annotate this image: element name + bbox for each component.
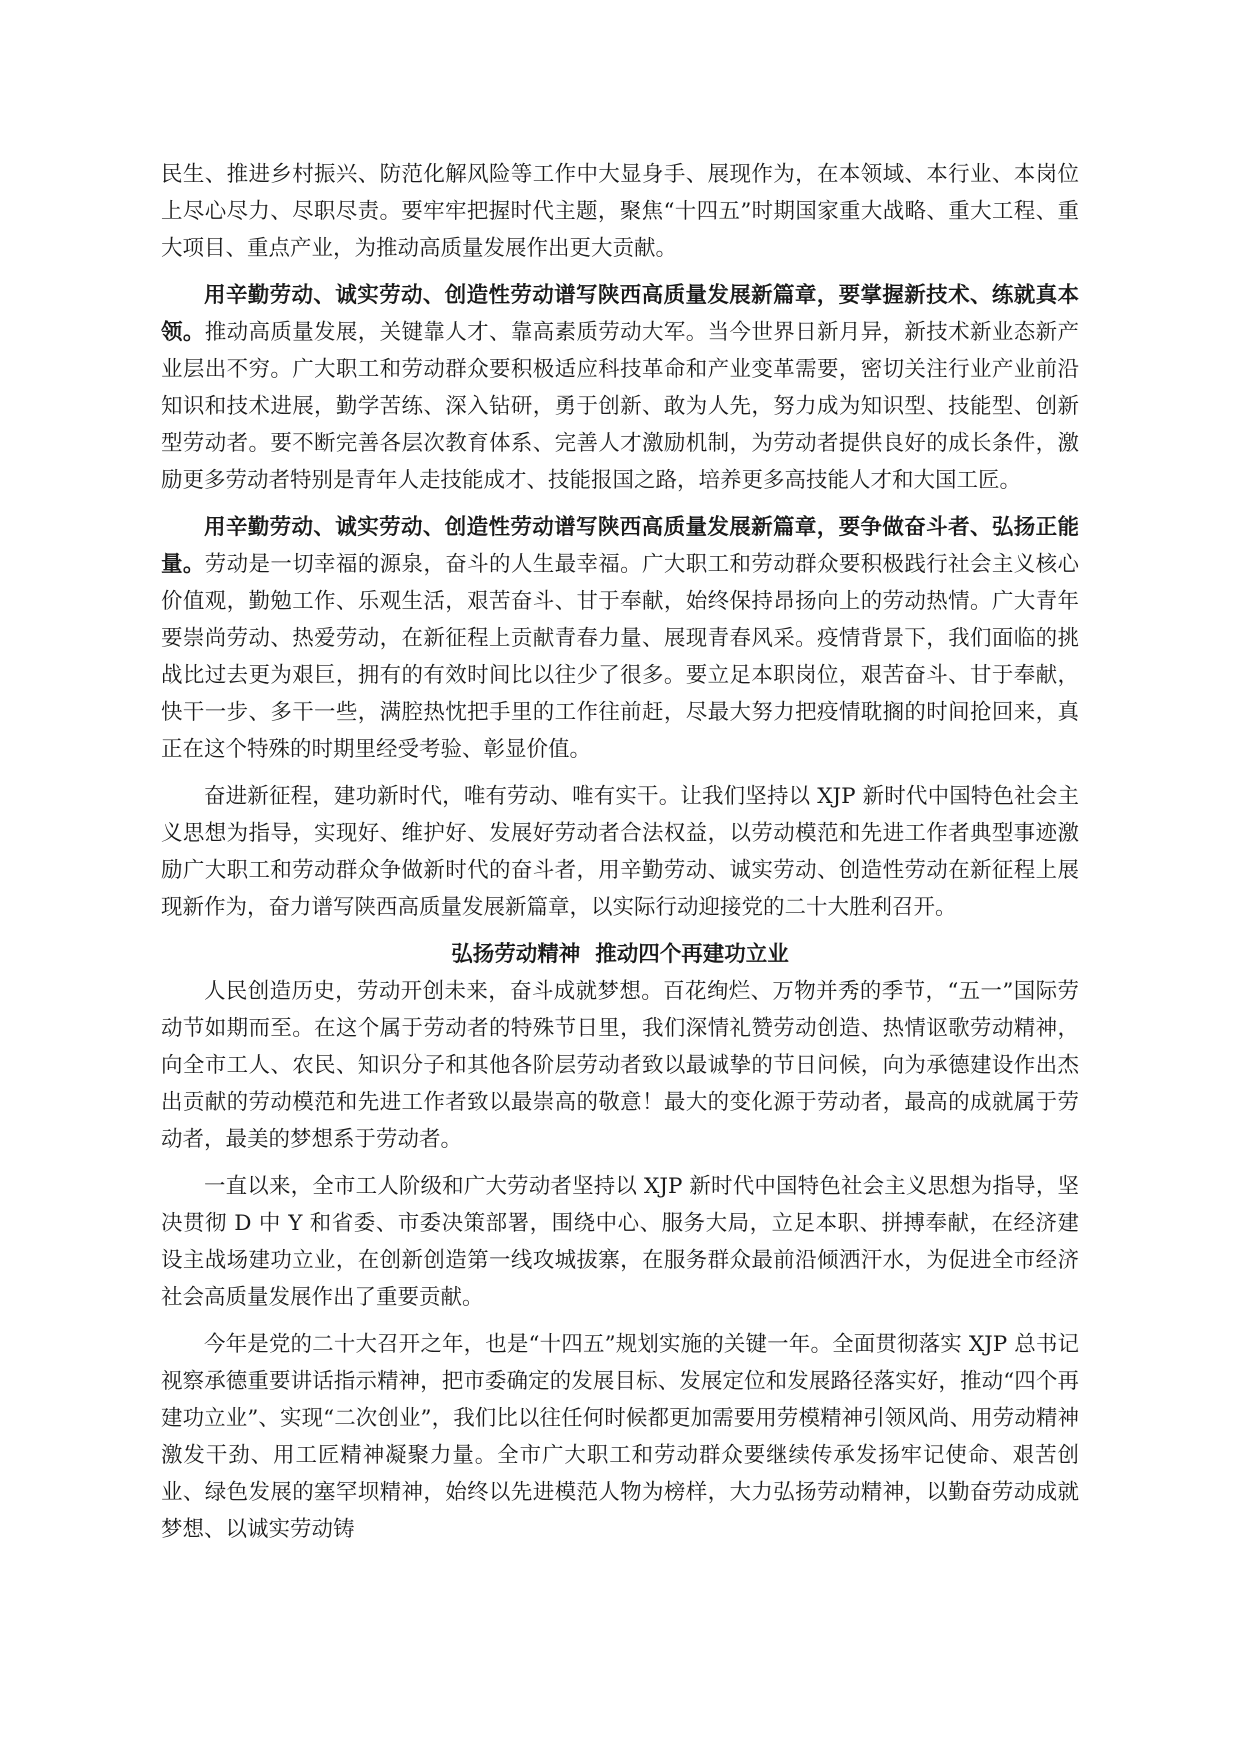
paragraph-lead-bold: 用辛勤劳动、诚实劳动、创造性劳动谱写陕西高质量发展新篇章，要争做奋斗者、弘扬正能量。 xyxy=(161,515,1079,577)
section-title: 弘扬劳动精神 推动四个再建功立业 xyxy=(451,942,789,967)
paragraph-strive-positive-energy xyxy=(161,509,1079,768)
paragraph-lead-bold: 用辛勤劳动、诚实劳动、创造性劳动谱写陕西高质量发展新篇章，要掌握新技术、练就真本领。 xyxy=(161,283,1079,345)
paragraph-text: 劳动是一切幸福的源泉，奋斗的人生最幸福。广大职工和劳动群众要积极践行社会主义核心价值观，勤勉工作、乐观生活，艰苦奋斗、甘于奉献，始终保持昂扬向上的劳动热情。广大青年要崇尚劳动、热爱劳动，在新征程上贡献青春力量、展现青春风采。疫情背景下，我们面临的挑战比过去更为艰巨，拥有的有效时间比以往少了很多。要立足本职岗位，艰苦奋斗、甘于奉献，快干一步、多干一些，满腔热忱把手里的工作往前赶，尽最大努力把疫情耽搁的时间抢回来，真正在这个特殊的时期里经受考验、彰显价值。 xyxy=(161,552,1079,762)
paragraph-text: 一直以来，全市工人阶级和广大劳动者坚持以 XJP 新时代中国特色社会主义思想为指导，坚决贯彻 D 中 Y 和省委、市委决策部署，围绕中心、服务大局，立足本职、拼搏奉献，在经济建设主战场建功立业，在创新创造第一线攻城拔寨，在服务群众最前沿倾洒汗水，为促进全市经济社会高质量发展作出了重要贡献。 xyxy=(161,1174,1079,1310)
paragraph-text: 人民创造历史，劳动开创未来，奋斗成就梦想。百花绚烂、万物并秀的季节，“五一”国际劳动节如期而至。在这个属于劳动者的特殊节日里，我们深情礼赞劳动创造、热情讴歌劳动精神，向全市工人、农民、知识分子和其他各阶层劳动者致以最诚挚的节日问候，向为承德建设作出杰出贡献的劳动模范和先进工作者致以最崇高的敬意！最大的变化源于劳动者，最高的成就属于劳动者，最美的梦想系于劳动者。 xyxy=(161,979,1079,1152)
paragraph-closing xyxy=(161,778,1079,926)
paragraph-text: 推动高质量发展，关键靠人才、靠高素质劳动大军。当今世界日新月异，新技术新业态新产业层出不穷。广大职工和劳动群众要积极适应科技革命和产业变革需要，密切关注行业产业前沿知识和技术进展，勤学苦练、深入钻研，勇于创新、敢为人先，努力成为知识型、技能型、创新型劳动者。要不断完善各层次教育体系、完善人才激励机制，为劳动者提供良好的成长条件，激励更多劳动者特别是青年人走技能成才、技能报国之路，培养更多高技能人才和大国工匠。 xyxy=(161,320,1079,493)
paragraph-text: 奋进新征程，建功新时代，唯有劳动、唯有实干。让我们坚持以 XJP 新时代中国特色社会主义思想为指导，实现好、维护好、发展好劳动者合法权益，以劳动模范和先进工作者典型事迹激励广大职工和劳动群众争做新时代的奋斗者，用辛勤劳动、诚实劳动、创造性劳动在新征程上展现新作为，奋力谱写陕西高质量发展新篇章，以实际行动迎接党的二十大胜利召开。 xyxy=(161,784,1079,920)
paragraph-text: 民生、推进乡村振兴、防范化解风险等工作中大显身手、展现作为，在本领域、本行业、本岗位上尽心尽力、尽职尽责。要牢牢把握时代主题，聚焦“十四五”时期国家重大战略、重大工程、重大项目、重点产业，为推动高质量发展作出更大贡献。 xyxy=(161,162,1079,261)
section-paragraph-2 xyxy=(161,1168,1079,1316)
document-body xyxy=(161,156,1079,1558)
paragraph-text: 今年是党的二十大召开之年，也是“十四五”规划实施的关键一年。全面贯彻落实 XJP 总书记视察承德重要讲话指示精神，把市委确定的发展目标、发展定位和发展路径落实好，推动“四个再建功立业”、实现“二次创业”，我们比以往任何时候都更加需要用劳模精神引领风尚、用劳动精神激发干劲、用工匠精神凝聚力量。全市广大职工和劳动群众要继续传承发扬牢记使命、艰苦创业、绿色发展的塞罕坝精神，始终以先进模范人物为榜样，大力弘扬劳动精神，以勤奋劳动成就梦想、以诚实劳动铸 xyxy=(161,1332,1079,1542)
paragraph-master-new-skills xyxy=(161,277,1079,499)
paragraph-continued xyxy=(161,156,1079,267)
section-paragraph-3 xyxy=(161,1326,1079,1548)
section-paragraph-1 xyxy=(161,973,1079,1158)
